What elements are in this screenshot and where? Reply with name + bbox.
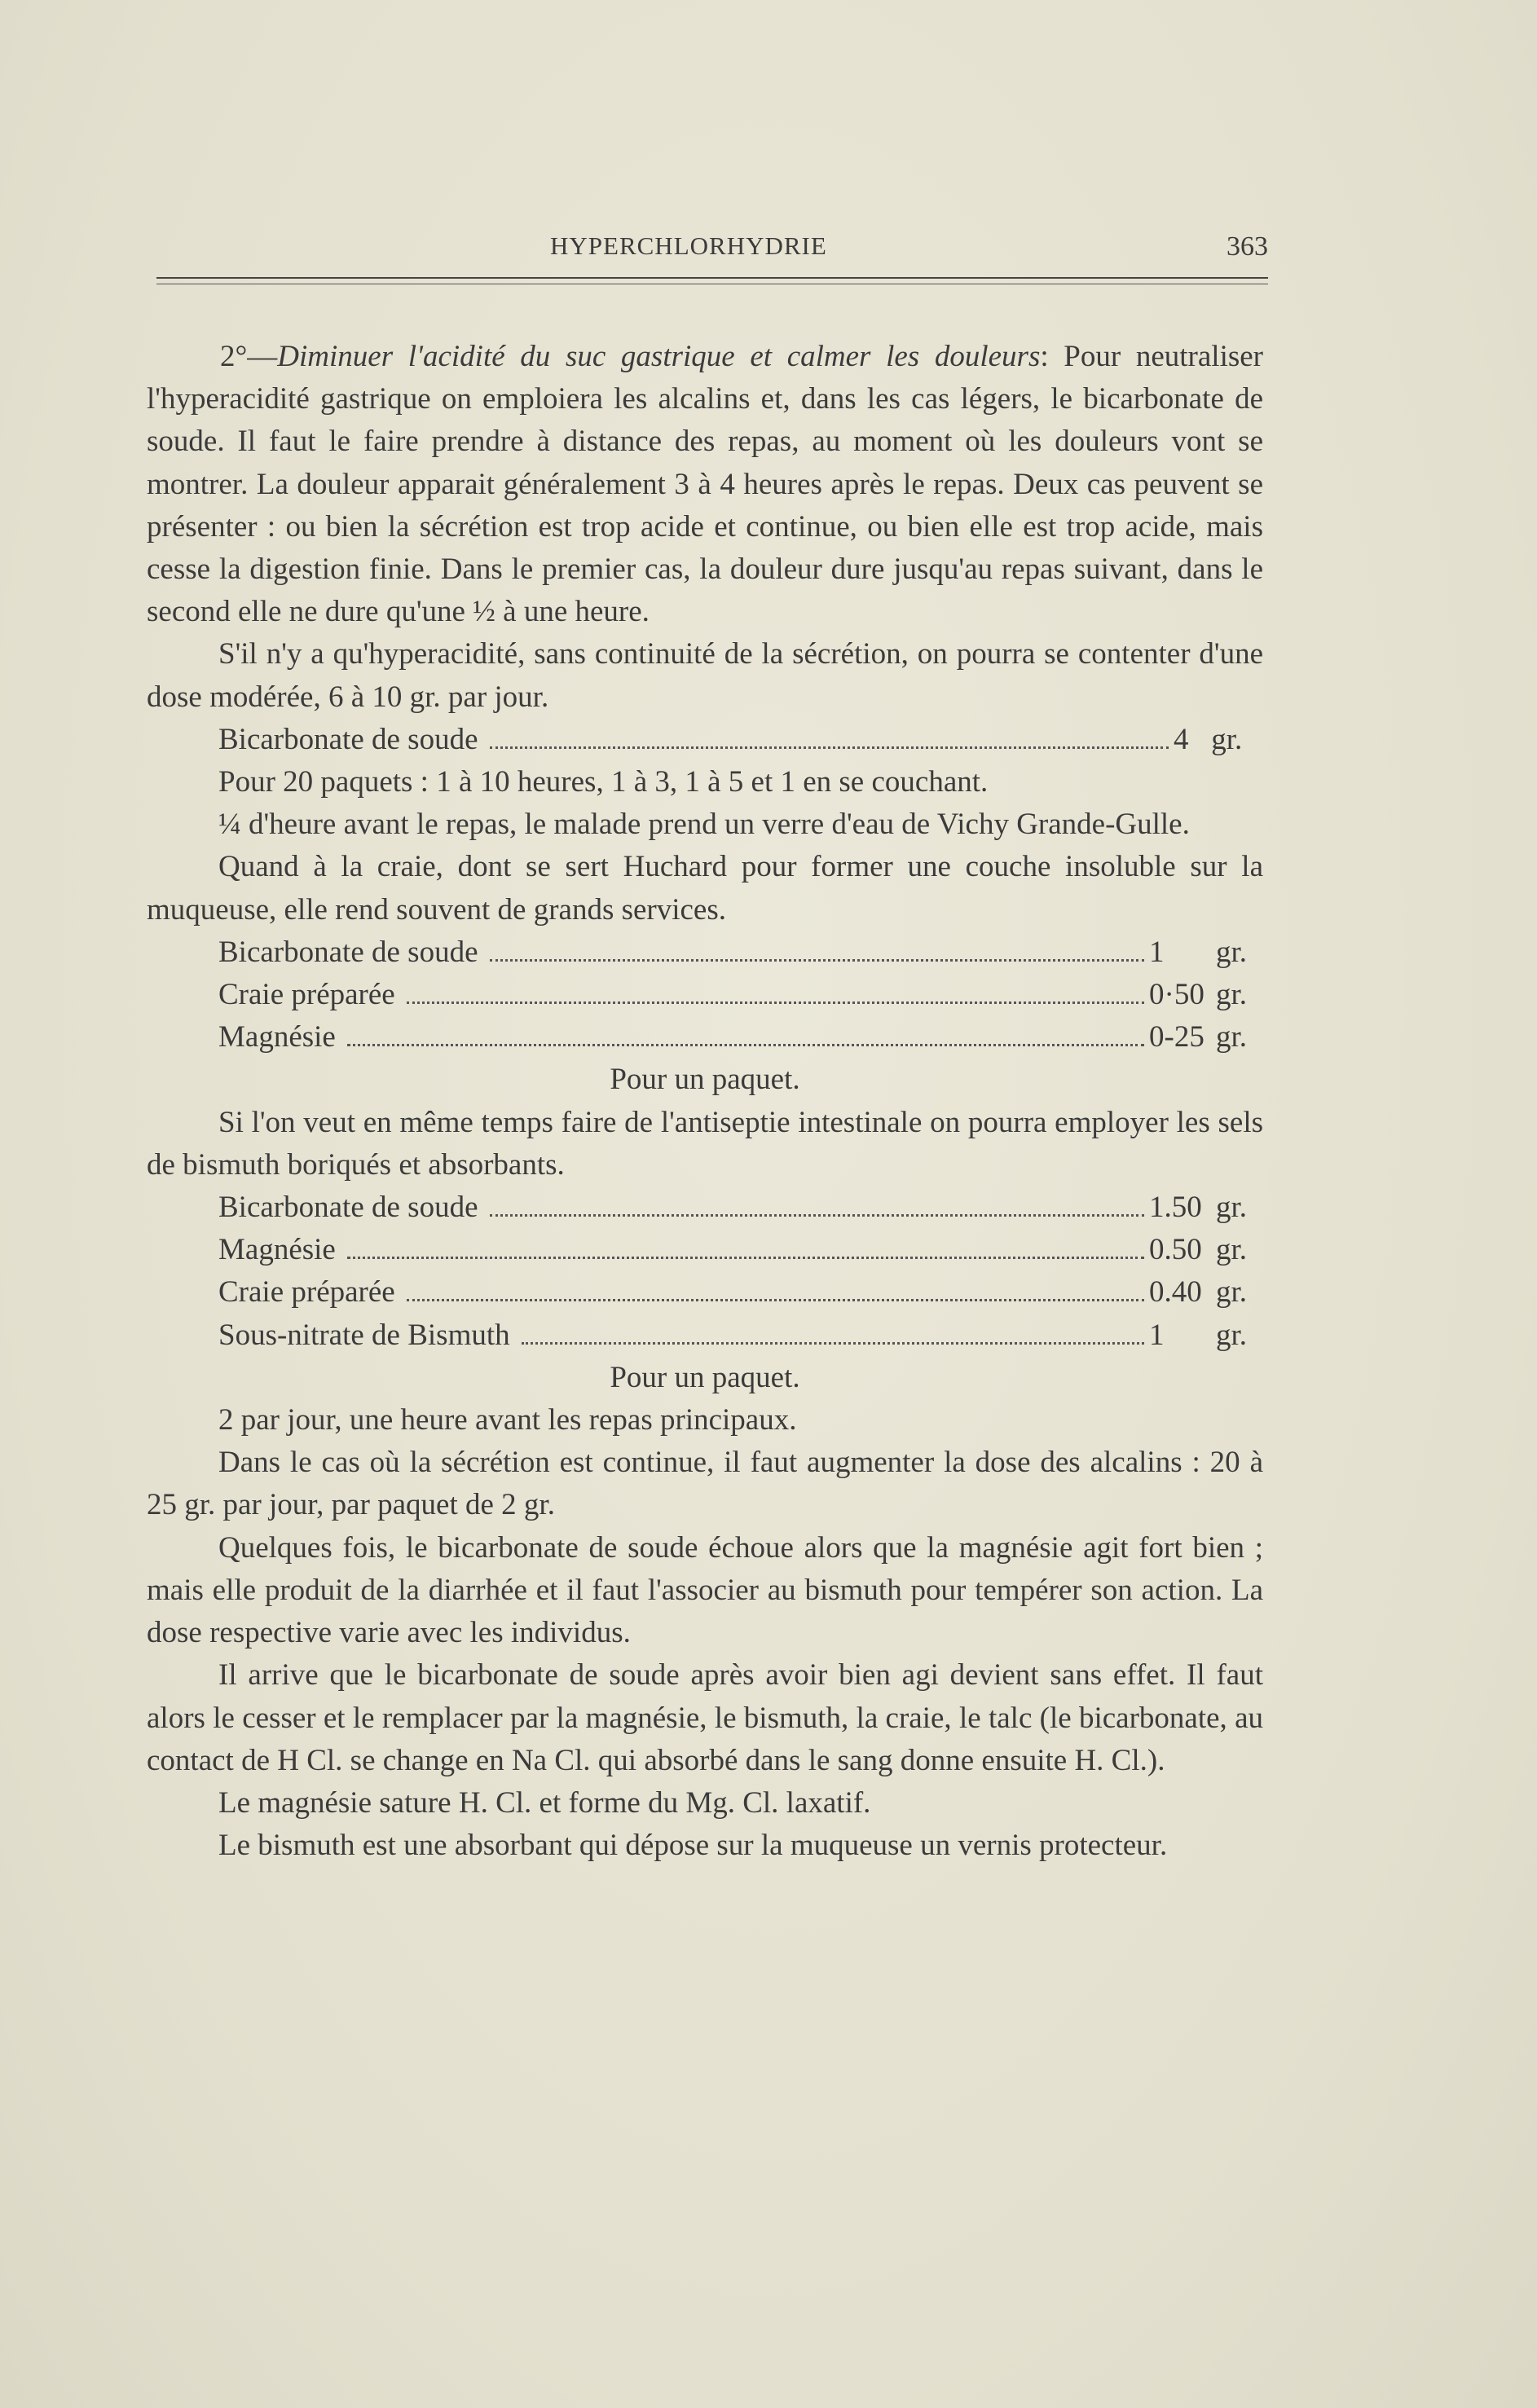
recipe-line [218, 1016, 1263, 1059]
intro-heading: Diminuer l'acidité du suc gastrique et calmer les douleurs [277, 340, 1041, 373]
dose-value: 0·50 [1149, 978, 1204, 1012]
recipe-caption: Pour un paquet. [610, 1063, 800, 1097]
recipe-line [218, 974, 1263, 1016]
dose-value: 1.50 [1149, 1191, 1202, 1225]
ingredient-dose [1149, 931, 1263, 974]
ingredient-name: Craie préparée [218, 1275, 395, 1310]
dose-unit: gr. [1216, 1020, 1248, 1054]
paragraph: ¼ d'heure avant le repas, le malade prend un verre d'eau de Vichy Grande-Gulle. [218, 808, 1190, 842]
recipe-1 [147, 719, 1263, 761]
leader-dots [347, 1257, 1144, 1259]
paragraph: Pour 20 paquets : 1 à 10 heures, 1 à 3, 1 à 5 et 1 en se couchant. [218, 765, 989, 799]
recipe-line [218, 1229, 1263, 1271]
paragraph: Quelques fois, le bicarbonate de soude échoue alors que la magnésie agit fort bien ; mais elle produit de la diarrhée et il faut l'associer au bismuth pour tempérer son action. La dose respective varie avec les individus. [147, 1530, 1263, 1650]
recipe-line [218, 1186, 1263, 1229]
ingredient-dose [1149, 1186, 1263, 1229]
ingredient-dose [1149, 1314, 1263, 1357]
dose-unit: gr. [1216, 1318, 1248, 1352]
ingredient-dose [1149, 1016, 1263, 1059]
recipe-3 [147, 1186, 1263, 1357]
ingredient-dose [1149, 974, 1263, 1016]
dose-unit: gr. [1216, 1233, 1248, 1267]
ingredient-name: Sous-nitrate de Bismuth [218, 1318, 510, 1352]
dose-unit: gr. [1216, 1191, 1248, 1225]
recipe-line [218, 931, 1263, 974]
dose-unit: gr. [1216, 935, 1248, 969]
paragraph: Quand à la craie, dont se sert Huchard pour former une couche insoluble sur la muqueuse, elle rend souvent de grands services. [147, 850, 1263, 927]
page-number: 363 [1227, 231, 1268, 262]
recipe-caption: Pour un paquet. [610, 1360, 800, 1394]
leader-dots [407, 1299, 1144, 1301]
paragraph: Si l'on veut en même temps faire de l'antiseptie intestinale on pourra employer les sels de bismuth boriqués et absorbants. [147, 1105, 1263, 1182]
dose-unit: gr. [1216, 978, 1248, 1012]
leader-dots [490, 1214, 1145, 1217]
paragraph: Le bismuth est une absorbant qui dépose sur la muqueuse un vernis protecteur. [218, 1829, 1168, 1863]
dose-value: 0.40 [1149, 1275, 1202, 1310]
ingredient-name: Bicarbonate de soude [218, 935, 478, 969]
dose-unit: gr. [1211, 722, 1243, 756]
ingredient-name: Magnésie [218, 1233, 336, 1267]
intro-label: 2°— [220, 340, 278, 373]
running-title: HYPERCHLORHYDRIE [550, 231, 827, 260]
recipe-line [218, 719, 1263, 761]
dose-value: 1 [1149, 935, 1165, 969]
dose-value: 1 [1149, 1318, 1165, 1352]
intro-text: : Pour neutraliser l'hyperacidité gastrique on emploiera les alcalins et, dans les cas légers, le bicarbonate de soude. Il faut le faire prendre à distance des repas, au moment où les douleurs vont se montrer. La douleur apparait généralement 3 à 4 heures après le repas. Deux cas peuvent se présenter : ou bien la sécrétion est trop acide et continue, ou bien elle est trop acide, mais cesse la digestion finie. Dans le premier cas, la douleur dure jusqu'au repas suivant, dans le second elle ne dure qu'une ½ à une heure. [147, 340, 1263, 629]
dose-value: 4 [1174, 722, 1189, 756]
running-header [147, 228, 1268, 277]
paragraph: Il arrive que le bicarbonate de soude après avoir bien agi devient sans effet. Il faut alors le cesser et le remplacer par la magnésie, le bismuth, la craie, le talc (le bicarbonate, au contact de H Cl. se change en Na Cl. qui absorbé dans le sang donne ensuite H. Cl.). [147, 1658, 1263, 1777]
ingredient-dose [1174, 719, 1263, 761]
leader-dots [347, 1044, 1144, 1046]
ingredient-name: Magnésie [218, 1020, 336, 1054]
paragraph: Le magnésie sature H. Cl. et forme du Mg. Cl. laxatif. [218, 1785, 871, 1820]
ingredient-name: Craie préparée [218, 978, 395, 1012]
paragraph: 2 par jour, une heure avant les repas principaux. [218, 1403, 797, 1437]
recipe-2 [147, 931, 1263, 1059]
dose-value: 0-25 [1149, 1020, 1204, 1054]
paragraph: S'il n'y a qu'hyperacidité, sans continuité de la sécrétion, on pourra se contenter d'une dose modérée, 6 à 10 gr. par jour. [147, 637, 1263, 714]
paragraph: Dans le cas où la sécrétion est continue, il faut augmenter la dose des alcalins : 20 à 25 gr. par jour, par paquet de 2 gr. [147, 1446, 1263, 1522]
leader-dots [490, 959, 1145, 962]
leader-dots [407, 1001, 1144, 1004]
leader-dots [522, 1342, 1144, 1345]
recipe-line [218, 1314, 1263, 1357]
dose-value: 0.50 [1149, 1233, 1202, 1267]
ingredient-dose [1149, 1271, 1263, 1314]
ingredient-name: Bicarbonate de soude [218, 1191, 478, 1225]
header-rule [156, 277, 1268, 279]
body-text [147, 336, 1263, 1867]
recipe-line [218, 1271, 1263, 1314]
leader-dots [490, 746, 1169, 749]
ingredient-name: Bicarbonate de soude [218, 722, 478, 756]
intro-paragraph [147, 336, 1263, 633]
dose-unit: gr. [1216, 1275, 1248, 1310]
ingredient-dose [1149, 1229, 1263, 1271]
